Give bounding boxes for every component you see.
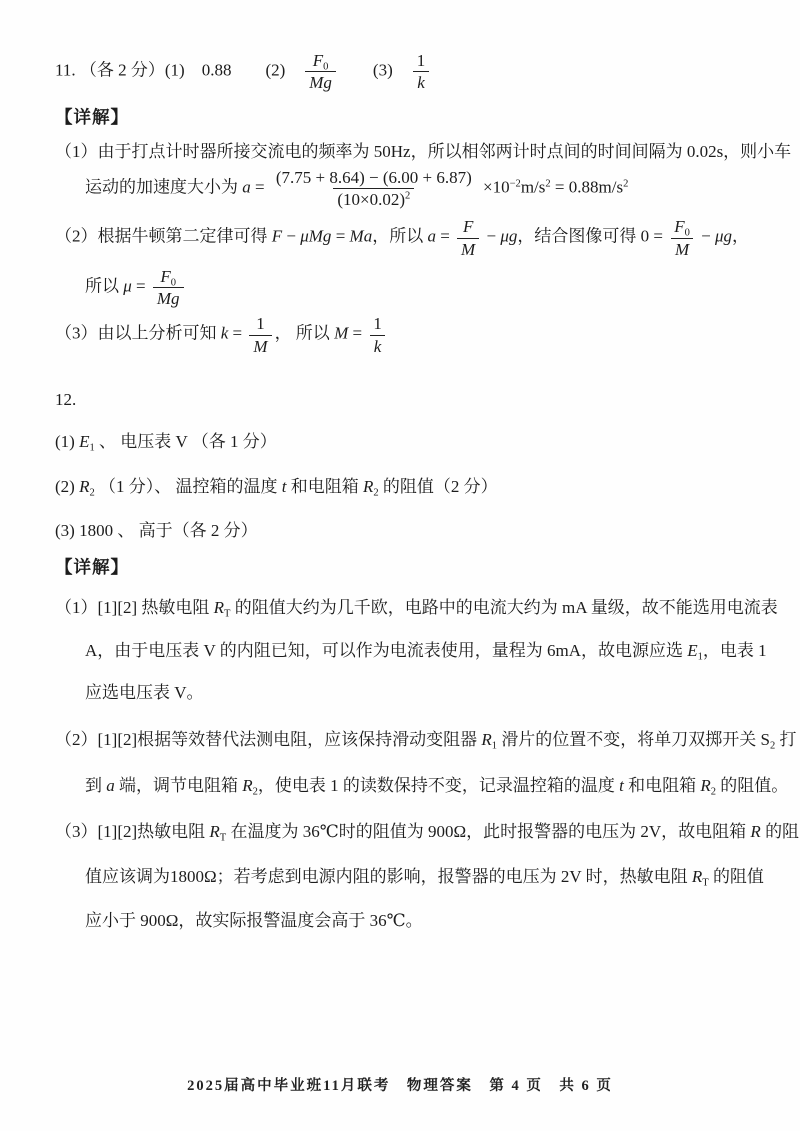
- formula-line: 运动的加速度大小为 a = $\frac{(7.75 + 8.64) - (6.00 + 6.87)}{(10\times 0.02)^2}$ $\times 10^{-2}m/s^2 = 0.88m/s^2$: [85, 167, 629, 210]
- paragraph-line: 应选电压表 V。: [85, 683, 204, 703]
- paragraph-line: 到 a 端，调节电阻箱 $R_2$，使电表 1 的读数保持不变，记录温控箱的温度 t 和电阻箱 $R_2$ 的阻值。: [85, 775, 789, 798]
- fraction: $\frac{1}{M}$: [249, 313, 271, 357]
- fraction: $\frac{(7.75 + 8.64) - (6.00 + 6.87)}{(10\times 0.02)^2}$: [275, 167, 472, 210]
- q11-detail-paragraph-1: [55, 139, 792, 211]
- q12-answer-list: [55, 429, 756, 544]
- paragraph-line: A，由于电压表 V 的内阻已知，可以作为电流表使用，量程为 6mA，故电源应选 $E_1$，电表 1: [85, 640, 767, 663]
- q12-detail-paragraph-2: [55, 727, 797, 800]
- fraction: $\frac{1}{k}$: [413, 50, 430, 94]
- paragraph-line: 应小于 900Ω，故实际报警温度会高于 36℃。: [85, 910, 423, 930]
- q11-answer-line: 11. （各 2 分）(1) 0.88 (2) $\frac{F_0}{Mg}$ (3) $\frac{1}{k}$: [55, 50, 756, 94]
- paragraph-line: 值应该调为1800Ω；若考虑到电源内阻的影响，报警器的电压为 2V 时，热敏电阻 $R_T$ 的阻值: [85, 866, 764, 889]
- q12-detail-label: 【详解】: [55, 557, 129, 578]
- paragraph-line: （3）[1][2]热敏电阻 $R_T$ 在温度为 36℃时的阻值为 900Ω，此时报警器的电压为 2V，故电阻箱 R 的阻: [55, 822, 800, 844]
- fraction: $\frac{F}{M}$: [457, 216, 479, 260]
- paragraph-line: （2）[1][2]根据等效替代法测电阻，应该保持滑动变阻器 $R_1$ 滑片的位置不变，将单刀双掷开关 $S_2$ 打: [55, 729, 797, 752]
- fraction: $\frac{F_0}{Mg}$: [305, 50, 336, 94]
- paragraph-line: （1）[1][2] 热敏电阻 $R_T$ 的阻值大约为几千欧，电路中的电流大约为 mA 量级，故不能选用电流表: [55, 598, 778, 621]
- q11-detail-paragraph-3: [55, 313, 756, 357]
- fraction: $\frac{1}{k}$: [369, 313, 386, 357]
- q12-number: 12.: [55, 389, 77, 409]
- page-footer: 2025届高中毕业班11月联考 物理答案 第 4 页 共 6 页: [187, 1078, 613, 1094]
- q12-detail-paragraph-3: [55, 819, 800, 934]
- q11-detail-paragraph-2: [55, 216, 756, 309]
- fraction: $\frac{F_0}{Mg}$: [153, 266, 184, 310]
- q12-answer-1: (1) $E_1$ 、 电压表 V （各 1 分）: [55, 432, 277, 454]
- paragraph-line: （1）由于打点计时器所接交流电的频率为 50Hz，所以相邻两计时点间的时间间隔为 0.02s，则小车: [55, 141, 792, 161]
- fraction: $\frac{F_0}{M}$: [670, 216, 694, 260]
- q12-answer-3: (3) 1800 、 高于（各 2 分）: [55, 521, 258, 540]
- formula-line: （2）根据牛顿第二定律可得 F − μMg = Ma，所以 a = $\frac{F}{M}$ − μg，结合图像可得 0 = $\frac{F_0}{M}$ − μg，: [55, 217, 749, 259]
- formula-line: （3）由以上分析可知 k = $\frac{1}{M}$ ， 所以 M = $\frac{1}{k}$: [55, 313, 756, 357]
- q11-detail-label: 【详解】: [55, 106, 129, 127]
- q12-detail-paragraph-1: [55, 595, 778, 706]
- q12-answer-2: (2) $R_2$ （1 分）、 温控箱的温度 t 和电阻箱 $R_2$ 的阻值（2 分）: [55, 476, 498, 499]
- formula-line: 所以 μ = $\frac{F_0}{Mg}$: [85, 266, 756, 310]
